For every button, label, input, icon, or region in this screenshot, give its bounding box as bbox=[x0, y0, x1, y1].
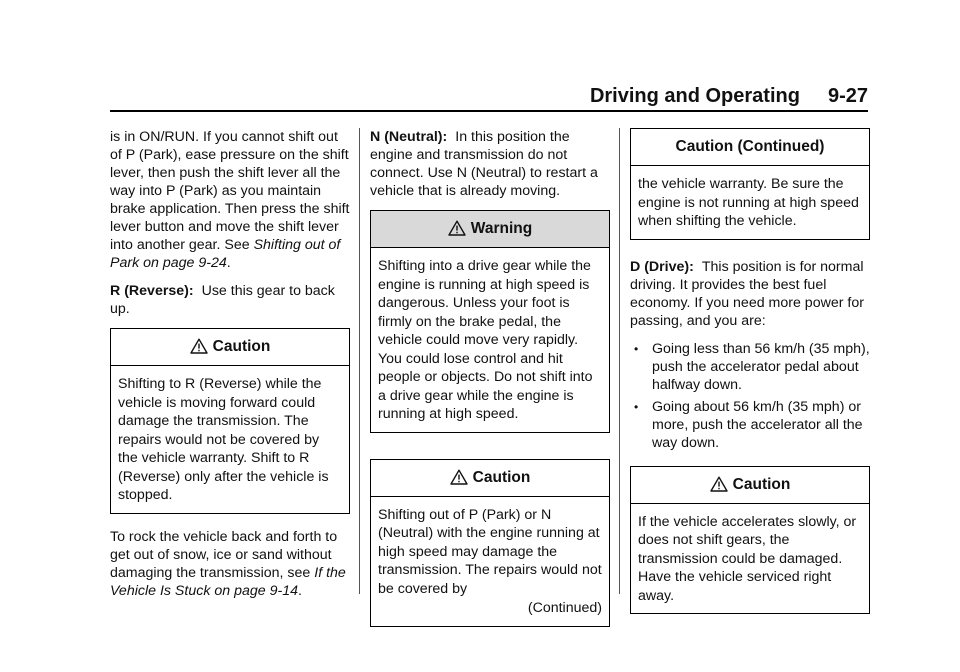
warning-triangle-icon bbox=[450, 469, 468, 485]
drive-paragraph: D (Drive): This position is for normal driving. It provides the best fuel economy. If you need more power for passing, and you are: bbox=[630, 258, 864, 329]
page-header bbox=[110, 84, 868, 108]
neutral-paragraph: N (Neutral): In this position the engine and transmission do not connect. Use N (Neutral) to restart a vehicle that is already moving. bbox=[370, 129, 598, 199]
warning-triangle-icon bbox=[190, 338, 208, 354]
cross-reference-link: Shifting out of Park on page 9-24 bbox=[110, 237, 341, 271]
caution-box bbox=[630, 466, 870, 615]
warning-title: Warning bbox=[371, 211, 609, 248]
column-left bbox=[110, 128, 350, 610]
column-divider bbox=[619, 128, 620, 594]
warning-triangle-icon bbox=[448, 220, 466, 236]
header-rule bbox=[110, 110, 868, 112]
caution-body: Shifting to R (Reverse) while the vehicle is moving forward could damage the transmission. The repairs would not be covered by the vehicle warranty. Shift to R (Reverse) only after the vehicle is stopped. bbox=[118, 376, 329, 503]
continued-label: (Continued) bbox=[527, 600, 602, 616]
list-item: • Going less than 56 km/h (35 mph), push the accelerator pedal about halfway down. bbox=[634, 340, 870, 393]
caution-body: If the vehicle accelerates slowly, or does not shift gears, the transmission could be damaged. Have the vehicle serviced right away. bbox=[638, 513, 857, 604]
neutral-term: N (Neutral): bbox=[370, 129, 448, 145]
column-divider bbox=[359, 128, 360, 594]
section-title: Driving and Operating bbox=[589, 85, 800, 107]
warning-box bbox=[370, 210, 610, 433]
warning-body: Shifting into a drive gear while the engine is running at high speed is dangerous. Unless your foot is firmly on the brake pedal, the vehicle could move very rapidly. You could lose control and hit people or objects. Do not shift into a drive gear while the engine is running at high speed. bbox=[378, 258, 593, 422]
caution-title: Caution bbox=[111, 329, 349, 366]
column-middle bbox=[370, 128, 610, 641]
warning-triangle-icon bbox=[710, 476, 728, 492]
reverse-term: R (Reverse): bbox=[110, 283, 194, 299]
caution-continued-title: Caution (Continued) bbox=[631, 129, 869, 166]
list-item: • Going about 56 km/h (35 mph) or more, push the accelerator all the way down. bbox=[634, 398, 863, 451]
page-number: 9-27 bbox=[827, 85, 868, 107]
bullet-icon: • bbox=[634, 341, 639, 356]
cross-reference-link: If the Vehicle Is Stuck on page 9-14 bbox=[110, 564, 346, 599]
bullet-icon: • bbox=[634, 399, 639, 414]
caution-title: Caution bbox=[631, 467, 869, 504]
rocking-paragraph: To rock the vehicle back and forth to get out of snow, ice or sand without damaging the transmission, see If the Vehicle Is Stuck on page 9-14. bbox=[110, 528, 346, 599]
drive-bullet-list bbox=[630, 340, 870, 452]
caution-body: Shifting out of P (Park) or N (Neutral) with the engine running at high speed may damage the transmission. The repairs would not be covered by (Continued) bbox=[378, 506, 602, 616]
caution-title: Caution bbox=[371, 460, 609, 497]
caution-continued-body: the vehicle warranty. Be sure the engine is not running at high speed when shifting the vehicle. bbox=[638, 176, 859, 229]
caution-continued-box bbox=[630, 128, 870, 240]
column-right bbox=[630, 128, 870, 628]
drive-term: D (Drive): bbox=[630, 258, 694, 275]
shift-out-of-park-paragraph: is in ON/RUN. If you cannot shift out of P (Park), ease pressure on the shift lever, then push the shift lever all the way into P (Park) as you maintain brake application. Then press the shift lever button and move the shift lever into another gear. See Shifting out of Park on page 9-24. bbox=[110, 129, 350, 271]
caution-box bbox=[370, 459, 610, 627]
caution-box bbox=[110, 328, 350, 514]
reverse-paragraph: R (Reverse): Use this gear to back up. bbox=[110, 283, 335, 317]
